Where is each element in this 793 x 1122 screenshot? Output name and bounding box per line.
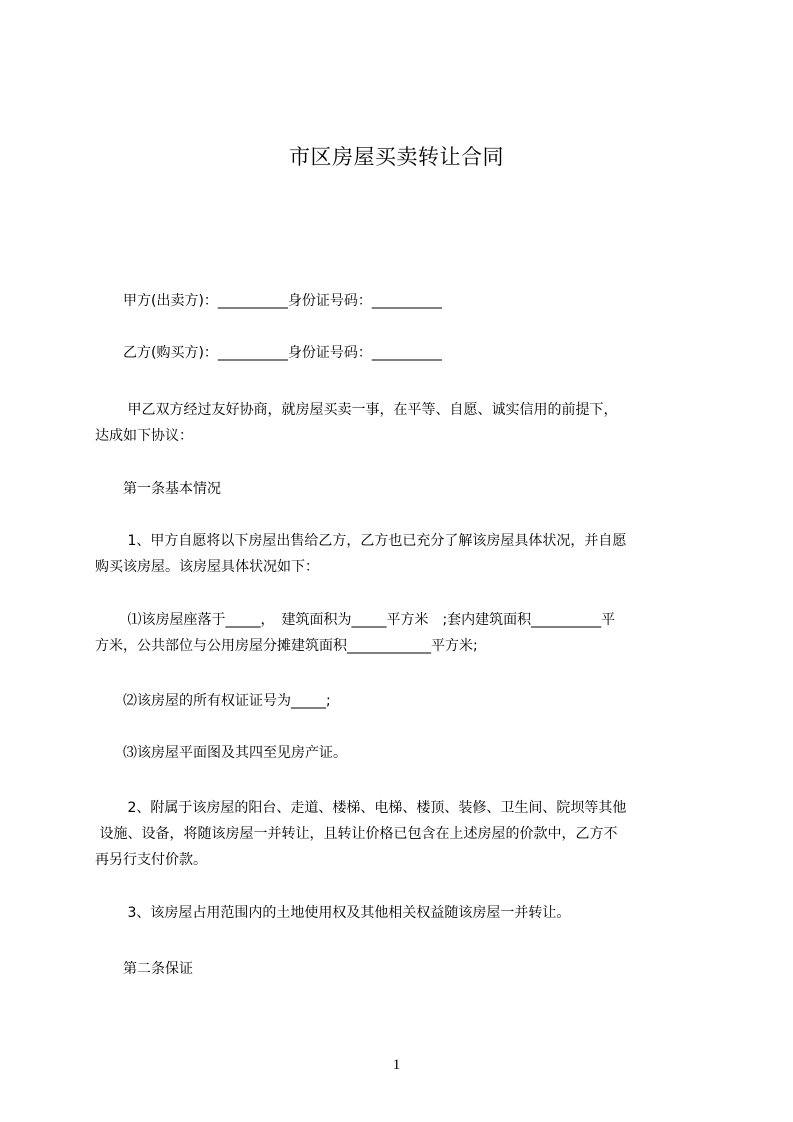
party-b-line: 乙方(购买方)：__________身份证号码：__________ — [95, 345, 442, 361]
clause-3-line: 3、该房屋占用范围内的土地使用权及其他相关权益随该房屋一并转让。 — [95, 905, 571, 921]
item-3-line: ⑶该房屋平面图及其四至见房产证。 — [95, 745, 347, 761]
intro-line-2: 达成如下协议： — [95, 428, 193, 444]
intro-line-1: 甲乙双方经过友好协商，就房屋买卖一事，在平等、自愿、诚实信用的前提下， — [95, 402, 618, 418]
item-1-line-2: 方米，公共部位与公用房屋分摊建筑面积____________平方米; — [95, 638, 478, 654]
article-1-heading: 第一条基本情况 — [95, 481, 221, 497]
clause-2-line-2: 设施、设备，将随该房屋一并转让，且转让价格已包含在上述房屋的价款中，乙方不 — [95, 826, 618, 842]
clause-2-paragraph — [95, 795, 715, 873]
clause-1-line-1: 1、甲方自愿将以下房屋出售给乙方，乙方也已充分了解该房屋具体状况，并自愿 — [95, 533, 627, 549]
page-number: 1 — [392, 1057, 401, 1073]
clause-2-line-1: 2、附属于该房屋的阳台、走道、楼梯、电梯、楼顶、装修、卫生间、院坝等其他 — [95, 800, 627, 816]
clause-2-line-3: 再另行支付价款。 — [95, 852, 207, 868]
clause-1-line-2: 购买该房屋。该房屋具体状况如下： — [95, 559, 319, 575]
intro-paragraph — [95, 397, 715, 449]
item-2-line: ⑵该房屋的所有权证证号为_____; — [95, 693, 331, 709]
party-a-line: 甲方(出卖方)：__________身份证号码：__________ — [95, 293, 442, 309]
document-title: 市区房屋买卖转让合同 — [289, 145, 504, 169]
item-1-paragraph — [95, 607, 715, 659]
clause-1-paragraph — [95, 528, 715, 580]
article-2-heading: 第二条保证 — [95, 961, 193, 977]
item-1-line-1: ⑴该房屋座落于_____， 建筑面积为_____平方米 ;套内建筑面积__________平 — [95, 612, 616, 628]
